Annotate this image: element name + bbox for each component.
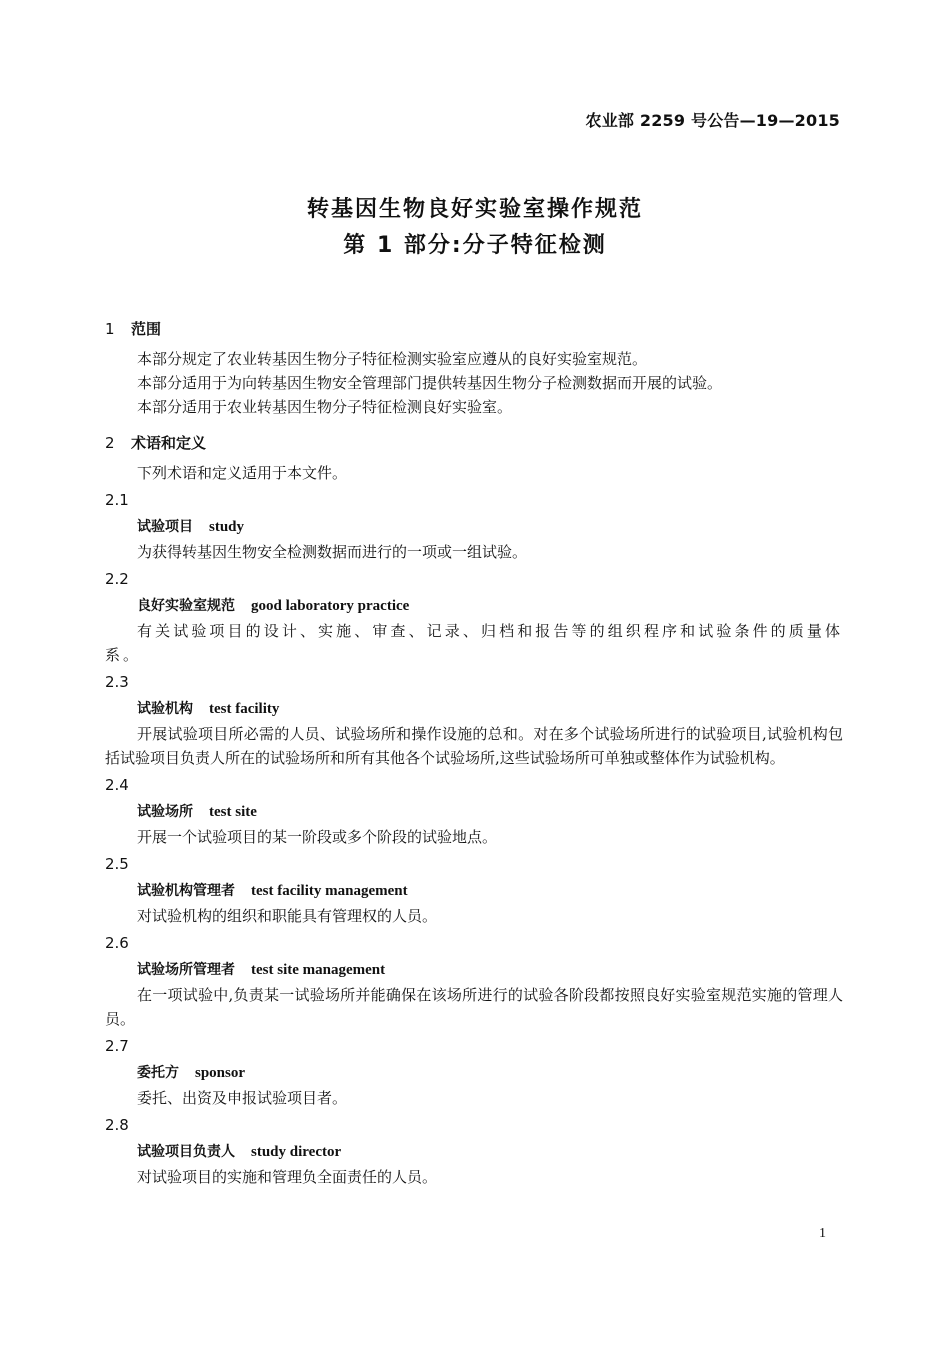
term-number: 2.1 bbox=[105, 491, 129, 509]
document-code: 农业部 2259 号公告—19—2015 bbox=[585, 111, 840, 130]
term-chinese: 委托方 bbox=[137, 1065, 179, 1081]
scope-paragraph: 本部分适用于农业转基因生物分子特征检测良好实验室。 bbox=[137, 398, 513, 416]
term-definition: 委托、出资及申报试验项目者。 bbox=[137, 1089, 348, 1107]
section-title: 范围 bbox=[131, 320, 162, 338]
term-chinese: 试验机构管理者 bbox=[137, 883, 235, 899]
section-heading-terms bbox=[105, 431, 843, 455]
term-entry bbox=[105, 695, 843, 722]
term-entry bbox=[105, 592, 843, 619]
term-english: good laboratory practice bbox=[251, 598, 410, 614]
term-entry bbox=[105, 877, 843, 904]
section-heading-scope bbox=[105, 317, 843, 341]
document-subtitle: 第 1 部分:分子特征检测 bbox=[343, 233, 607, 258]
term-number: 2.7 bbox=[105, 1037, 129, 1055]
term-number: 2.4 bbox=[105, 776, 129, 794]
term-number: 2.2 bbox=[105, 570, 129, 588]
term-english: study director bbox=[251, 1144, 342, 1160]
page-number: 1 bbox=[819, 1226, 826, 1241]
term-english: study bbox=[209, 519, 245, 535]
term-chinese: 试验场所管理者 bbox=[137, 962, 235, 978]
term-definition: 开展试验项目所必需的人员、试验场所和操作设施的总和。对在多个试验场所进行的试验项目,试验机构包括试验项目负责人所在的试验场所和所有其他各个试验场所,这些试验场所可单独或整体作为试验机构。 bbox=[105, 725, 843, 767]
term-definition: 开展一个试验项目的某一阶段或多个阶段的试验地点。 bbox=[137, 828, 498, 846]
term-number: 2.5 bbox=[105, 855, 129, 873]
section-title: 术语和定义 bbox=[131, 434, 207, 452]
term-definition: 在一项试验中,负责某一试验场所并能确保在该场所进行的试验各阶段都按照良好实验室规范实施的管理人员。 bbox=[105, 986, 843, 1028]
term-number: 2.8 bbox=[105, 1116, 129, 1134]
term-chinese: 试验项目 bbox=[137, 519, 193, 535]
term-definition: 为获得转基因生物安全检测数据而进行的一项或一组试验。 bbox=[137, 543, 528, 561]
term-english: test facility bbox=[209, 701, 280, 717]
scope-paragraph: 本部分适用于为向转基因生物安全管理部门提供转基因生物分子检测数据而开展的试验。 bbox=[137, 374, 723, 392]
document-title: 转基因生物良好实验室操作规范 bbox=[306, 197, 643, 222]
term-chinese: 试验场所 bbox=[137, 804, 193, 820]
term-number: 2.6 bbox=[105, 934, 129, 952]
term-english: test facility management bbox=[251, 883, 408, 899]
term-entry bbox=[105, 956, 843, 983]
term-chinese: 良好实验室规范 bbox=[137, 598, 235, 614]
term-definition: 有关试验项目的设计、实施、审查、记录、归档和报告等的组织程序和试验条件的质量体系。 bbox=[105, 622, 843, 664]
term-chinese: 试验项目负责人 bbox=[137, 1144, 235, 1160]
terms-intro: 下列术语和定义适用于本文件。 bbox=[137, 464, 348, 482]
term-chinese: 试验机构 bbox=[137, 701, 193, 717]
term-entry bbox=[105, 798, 843, 825]
term-entry bbox=[105, 1138, 843, 1165]
term-entry bbox=[105, 513, 843, 540]
section-number: 2 bbox=[105, 434, 115, 452]
term-english: test site bbox=[209, 804, 257, 820]
term-definition: 对试验机构的组织和职能具有管理权的人员。 bbox=[137, 907, 438, 925]
term-entry bbox=[105, 1059, 843, 1086]
document-body bbox=[105, 312, 843, 1189]
term-english: sponsor bbox=[195, 1065, 246, 1081]
term-definition: 对试验项目的实施和管理负全面责任的人员。 bbox=[137, 1168, 438, 1186]
term-number: 2.3 bbox=[105, 673, 129, 691]
scope-paragraph: 本部分规定了农业转基因生物分子特征检测实验室应遵从的良好实验室规范。 bbox=[137, 350, 648, 368]
term-english: test site management bbox=[251, 962, 386, 978]
section-number: 1 bbox=[105, 320, 115, 338]
